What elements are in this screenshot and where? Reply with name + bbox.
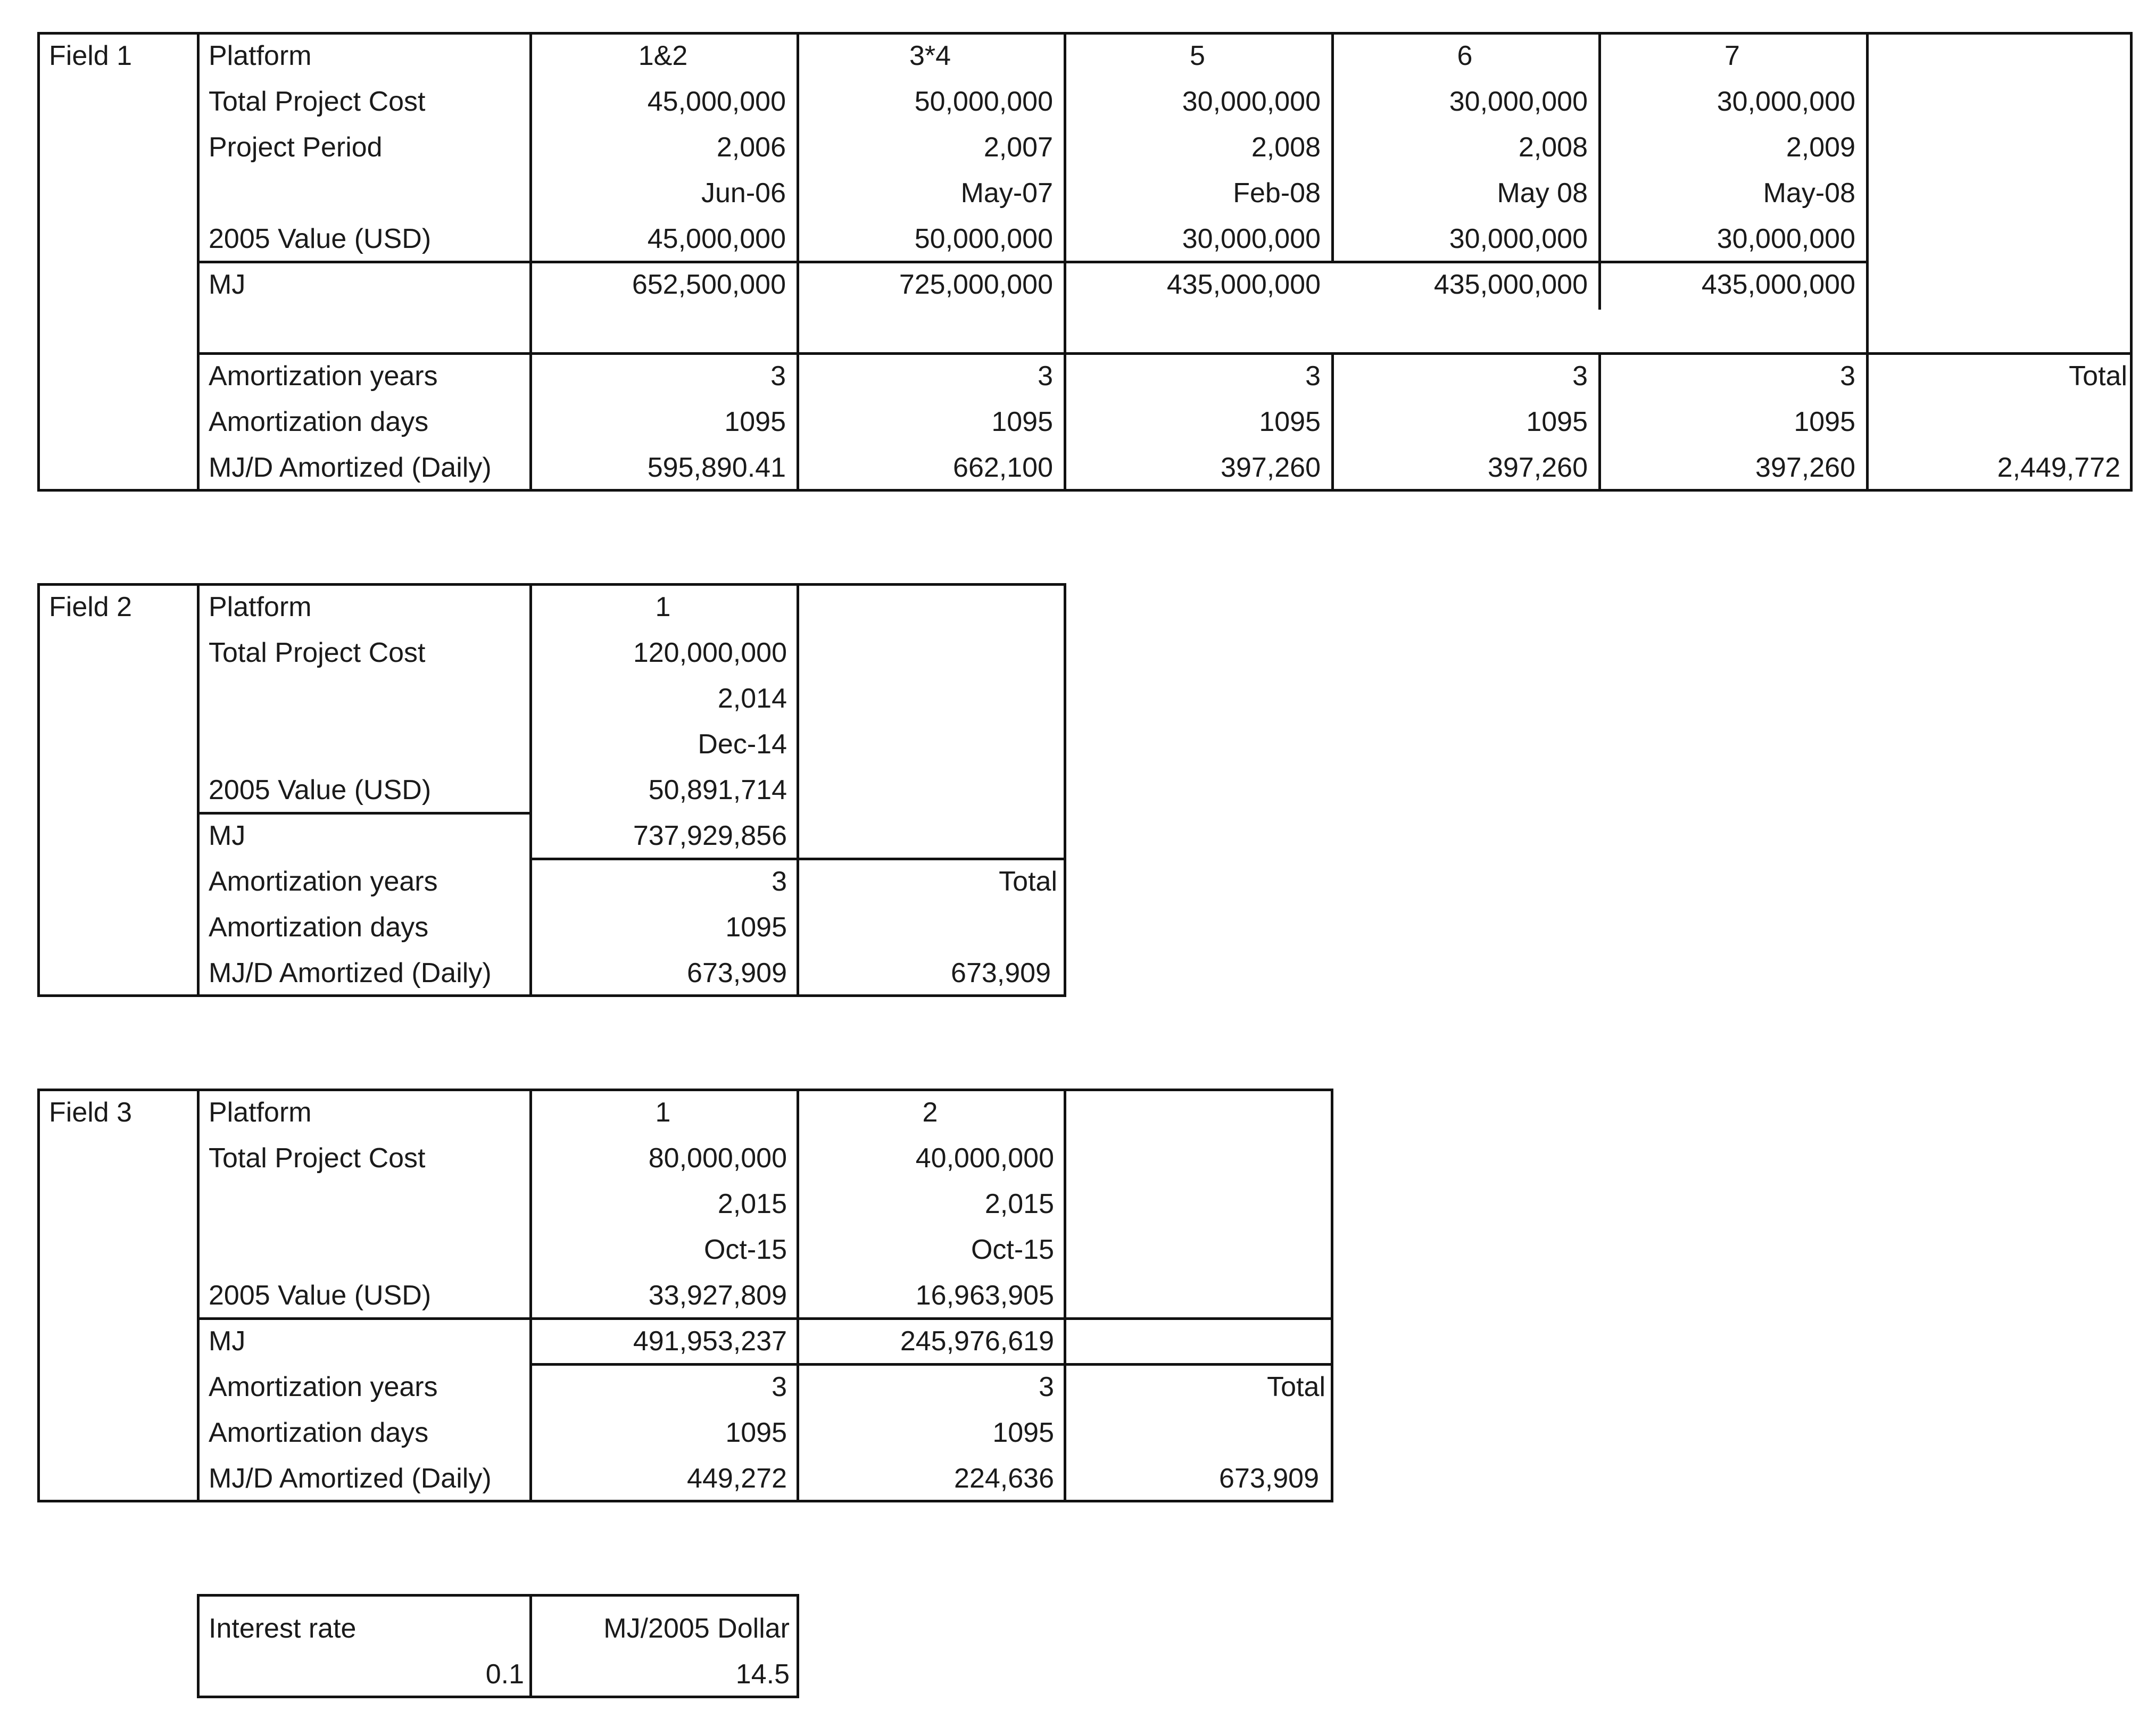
row-label-mj: MJ	[209, 1326, 246, 1357]
field3-cell: 3	[772, 1372, 787, 1402]
field1-cell: 397,260	[1488, 452, 1588, 483]
row-label-amortization-days: Amortization days	[209, 1417, 429, 1448]
field2-cell: 3	[772, 866, 787, 897]
field3-cell: 40,000,000	[915, 1143, 1054, 1174]
field1-total-value: 2,449,772	[1997, 452, 2120, 483]
row-label-platform: Platform	[209, 1097, 312, 1128]
row-label-mjd-amortized: MJ/D Amortized (Daily)	[209, 958, 492, 989]
field1-cell: 1095	[1794, 406, 1855, 437]
row-label-mj: MJ	[209, 269, 246, 300]
field3-cell: 2	[922, 1097, 938, 1128]
interest-rate-label: Interest rate	[209, 1613, 356, 1644]
field1-cell: 45,000,000	[647, 223, 786, 254]
field1-cell: 2,008	[1518, 132, 1588, 163]
field1-cell: 1095	[991, 406, 1053, 437]
field1-cell: May 08	[1497, 178, 1588, 209]
field2-cell: 50,891,714	[648, 775, 787, 805]
field3-cell: 3	[1039, 1372, 1054, 1402]
field1-cell: 1095	[724, 406, 786, 437]
field2-cell: 2,014	[717, 683, 787, 714]
field1-cell: 7	[1724, 40, 1740, 71]
field2-cell: 120,000,000	[633, 637, 787, 668]
mj-per-dollar-value: 14.5	[735, 1659, 790, 1690]
row-label-mjd-amortized: MJ/D Amortized (Daily)	[209, 1463, 492, 1494]
field1-cell: 595,890.41	[647, 452, 786, 483]
row-label-project-period: Project Period	[209, 132, 383, 163]
field1-cell: 30,000,000	[1182, 86, 1321, 117]
field1-cell: 30,000,000	[1716, 223, 1855, 254]
field2-total-label: Total	[999, 866, 1057, 897]
row-label-amortization-days: Amortization days	[209, 912, 429, 943]
row-label-2005-value: 2005 Value (USD)	[209, 775, 432, 805]
row-label-platform: Platform	[209, 592, 312, 622]
field3-cell: Oct-15	[971, 1234, 1054, 1265]
row-label-2005-value: 2005 Value (USD)	[209, 223, 432, 254]
row-label-total-project-cost: Total Project Cost	[209, 86, 426, 117]
field1-cell: 2,006	[716, 132, 786, 163]
field2-cell: 1	[655, 592, 671, 622]
field3-cell: 224,636	[954, 1463, 1054, 1494]
field1-cell: 1095	[1259, 406, 1321, 437]
field2-cell: 1095	[725, 912, 787, 943]
field3-cell: 491,953,237	[633, 1326, 787, 1357]
field1-cell: 435,000,000	[1166, 269, 1321, 300]
row-label-total-project-cost: Total Project Cost	[209, 637, 426, 668]
field1-cell: 725,000,000	[899, 269, 1053, 300]
row-label-2005-value: 2005 Value (USD)	[209, 1280, 432, 1311]
field3-cell: 16,963,905	[915, 1280, 1054, 1311]
field1-cell: 2,009	[1786, 132, 1855, 163]
field1-total-label: Total	[2069, 361, 2127, 392]
field3-cell: 80,000,000	[648, 1143, 787, 1174]
field1-cell: 662,100	[953, 452, 1053, 483]
field1-cell: 3	[1038, 361, 1053, 392]
field1-cell: 2,007	[983, 132, 1053, 163]
field1-cell: 3	[1572, 361, 1588, 392]
mj-per-dollar-label: MJ/2005 Dollar	[603, 1613, 790, 1644]
field1-cell: 3	[770, 361, 786, 392]
field3-cell: Oct-15	[703, 1234, 787, 1265]
field3-cell: 1095	[725, 1417, 787, 1448]
row-label-platform: Platform	[209, 40, 312, 71]
field3-cell: 245,976,619	[900, 1326, 1054, 1357]
field3-cell: 1095	[992, 1417, 1054, 1448]
field1-cell: 1095	[1526, 406, 1588, 437]
field1-cell: 6	[1457, 40, 1473, 71]
field2-cell: 737,929,856	[633, 820, 787, 851]
interest-rate-value: 0.1	[485, 1659, 524, 1690]
row-label-amortization-years: Amortization years	[209, 1372, 438, 1402]
field1-cell: 50,000,000	[914, 223, 1053, 254]
field1-cell: 2,008	[1251, 132, 1321, 163]
row-label-amortization-days: Amortization days	[209, 406, 429, 437]
field1-cell: 652,500,000	[632, 269, 786, 300]
row-label-amortization-years: Amortization years	[209, 361, 438, 392]
field1-cell: 30,000,000	[1449, 223, 1588, 254]
field3-cell: 2,015	[717, 1189, 787, 1219]
field1-cell: 3*4	[909, 40, 951, 71]
field1-cell: 30,000,000	[1716, 86, 1855, 117]
field1-cell: 50,000,000	[914, 86, 1053, 117]
field1-cell: 3	[1305, 361, 1321, 392]
field2-total-value: 673,909	[951, 958, 1051, 989]
field1-cell: 45,000,000	[647, 86, 786, 117]
field1-cell: Jun-06	[701, 178, 786, 209]
field1-cell: 435,000,000	[1433, 269, 1588, 300]
field2-cell: Dec-14	[698, 729, 787, 760]
field1-cell: 1&2	[638, 40, 688, 71]
field3-cell: 33,927,809	[648, 1280, 787, 1311]
field1-cell: 5	[1190, 40, 1205, 71]
field2-label: Field 2	[49, 592, 132, 622]
row-label-amortization-years: Amortization years	[209, 866, 438, 897]
field1-cell: 30,000,000	[1449, 86, 1588, 117]
field1-cell: 30,000,000	[1182, 223, 1321, 254]
field3-total-label: Total	[1267, 1372, 1325, 1402]
field1-cell: 397,260	[1755, 452, 1855, 483]
row-label-mjd-amortized: MJ/D Amortized (Daily)	[209, 452, 492, 483]
row-label-total-project-cost: Total Project Cost	[209, 1143, 426, 1174]
field3-total-value: 673,909	[1219, 1463, 1319, 1494]
field1-cell: 397,260	[1221, 452, 1321, 483]
field1-cell: 435,000,000	[1701, 269, 1855, 300]
field2-cell: 673,909	[687, 958, 787, 989]
field3-cell: 449,272	[687, 1463, 787, 1494]
field1-cell: 3	[1840, 361, 1855, 392]
field1-cell: May-08	[1763, 178, 1855, 209]
field1-cell: Feb-08	[1233, 178, 1321, 209]
field1-cell: May-07	[960, 178, 1053, 209]
row-label-mj: MJ	[209, 820, 246, 851]
field3-cell: 1	[655, 1097, 671, 1128]
field1-label: Field 1	[49, 40, 132, 71]
field3-label: Field 3	[49, 1097, 132, 1128]
field3-cell: 2,015	[984, 1189, 1054, 1219]
